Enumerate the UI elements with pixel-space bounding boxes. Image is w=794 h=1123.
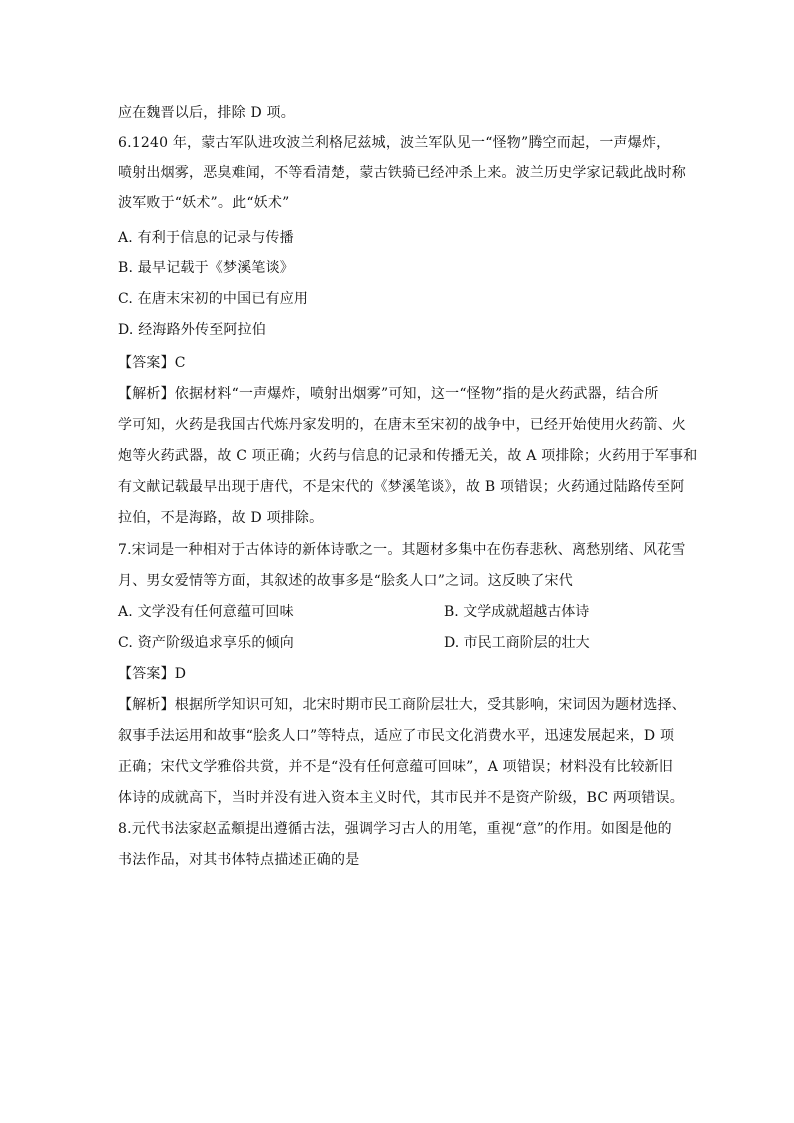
question-6-option-b: B. 最早记载于《梦溪笔谈》 <box>118 260 294 276</box>
question-7-option-a: A. 文学没有任何意蕴可回味 <box>118 604 294 620</box>
question-6-answer: 【答案】C <box>118 355 186 371</box>
question-7-analysis: 正确；宋代文学雅俗共赏，并不是“没有任何意蕴可回味”，A 项错误；材料没有比较新旧 <box>118 759 674 775</box>
question-6-option-a: A. 有利于信息的记录与传播 <box>118 230 294 246</box>
question-6-analysis: 拉伯，不是海路，故 D 项排除。 <box>118 510 324 526</box>
question-7-answer: 【答案】D <box>118 666 187 682</box>
question-7-analysis: 【解析】根据所学知识可知，北宋时期市民工商阶层壮大，受其影响，宋词因为题材选择、 <box>118 697 686 713</box>
question-7-analysis: 体诗的成就高下，当时并没有进入资本主义时代，其市民并不是资产阶级，BC 两项错误。 <box>118 790 684 806</box>
question-6-option-d: D. 经海路外传至阿拉伯 <box>118 322 267 338</box>
question-7-option-d: D. 市民工商阶层的壮大 <box>444 635 590 651</box>
text-line: 应在魏晋以后，排除 D 项。 <box>118 105 295 121</box>
question-7-analysis: 叙事手法运用和故事“脍炙人口”等特点，适应了市民文化消费水平，迅速发展起来，D 项 <box>118 728 675 744</box>
question-6-option-c: C. 在唐末宋初的中国已有应用 <box>118 291 309 307</box>
question-6-analysis: 炮等火药武器，故 C 项正确；火药与信息的记录和传播无关，故 A 项排除；火药用于军事和 <box>118 448 698 464</box>
question-7-option-c: C. 资产阶级追求享乐的倾向 <box>118 635 294 651</box>
question-6-analysis: 学可知，火药是我国古代炼丹家发明的，在唐末至宋初的战争中，已经开始使用火药箭、火 <box>118 417 686 433</box>
question-6-analysis: 【解析】依据材料“一声爆炸，喷射出烟雾”可知，这一“怪物”指的是火药武器，结合所 <box>118 386 659 402</box>
question-6-stem: 喷射出烟雾，恶臭难闻，不等看清楚，蒙古铁骑已经冲杀上来。波兰历史学家记载此战时称 <box>118 165 686 181</box>
question-8-stem: 书法作品，对其书体特点描述正确的是 <box>118 852 360 868</box>
question-6-analysis: 有文献记载最早出现于唐代，不是宋代的《梦溪笔谈》，故 B 项错误；火药通过陆路传至阿 <box>118 479 685 495</box>
question-7-stem: 7.宋词是一种相对于古体诗的新体诗歌之一。其题材多集中在伤春悲秋、离愁别绪、风花雪 <box>118 542 686 558</box>
question-7-option-b: B. 文学成就超越古体诗 <box>444 604 590 620</box>
question-6-stem: 波军败于“妖术”。此“妖术” <box>118 195 290 211</box>
question-8-stem: 8.元代书法家赵孟頫提出遵循古法，强调学习古人的用笔，重视“意”的作用。如图是他的 <box>118 821 672 837</box>
question-6-stem: 6.1240 年，蒙古军队进攻波兰利格尼兹城，波兰军队见一“怪物”腾空而起，一声爆炸， <box>118 135 671 151</box>
question-7-stem: 月、男女爱情等方面，其叙述的故事多是“脍炙人口”之词。这反映了宋代 <box>118 573 573 589</box>
